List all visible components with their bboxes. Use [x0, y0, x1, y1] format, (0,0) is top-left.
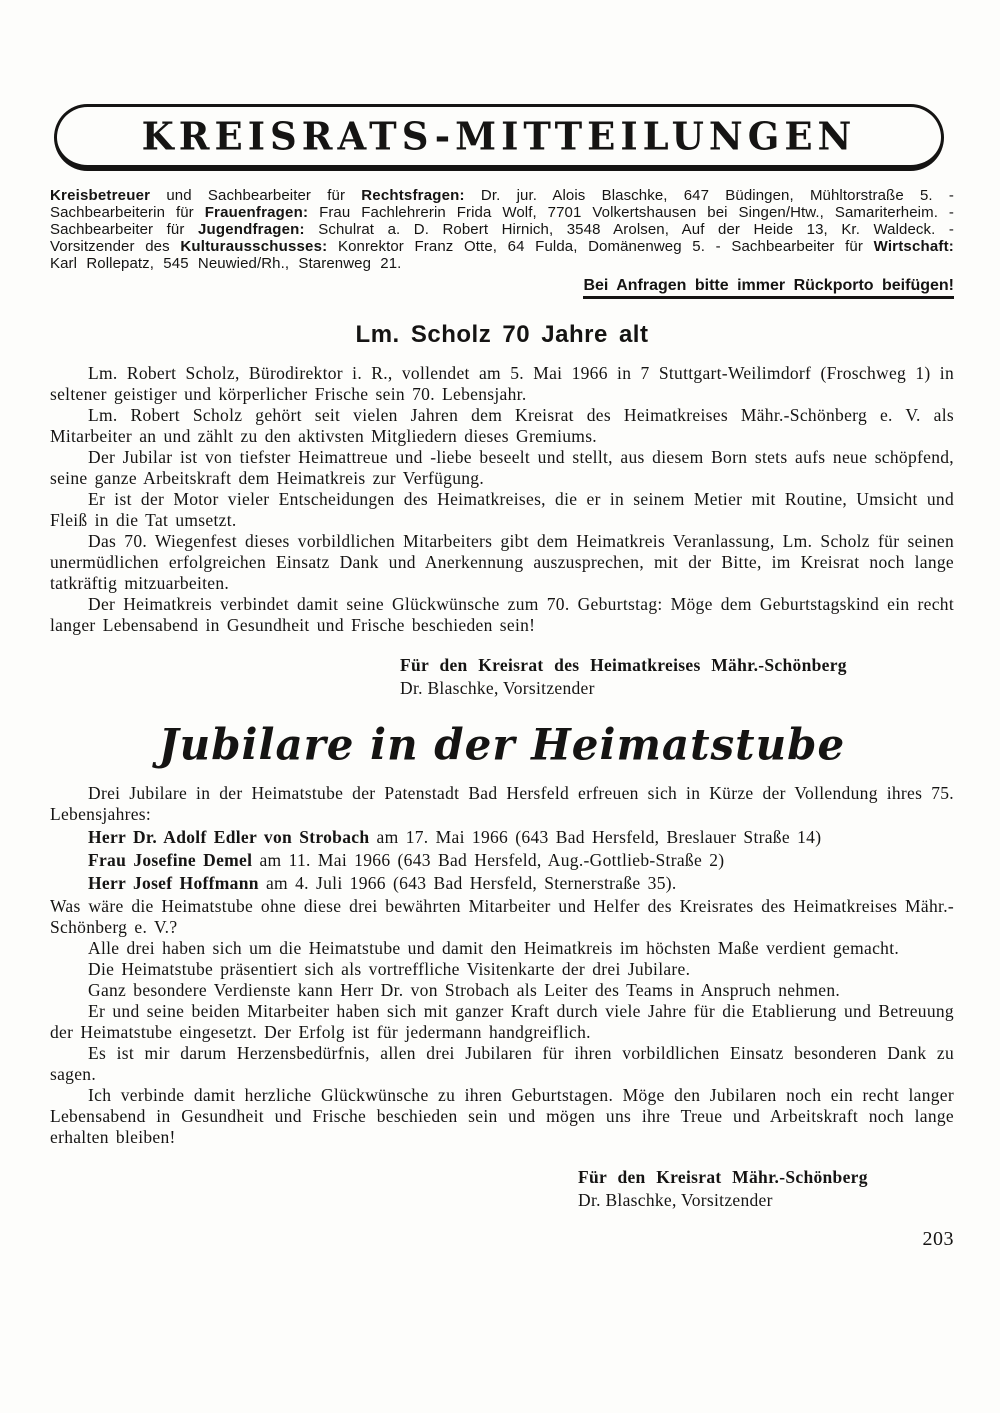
signature-name: Dr. Blaschke, Vorsitzender — [578, 1190, 773, 1210]
article1-signature — [400, 654, 954, 700]
signature-organisation: Für den Kreisrat Mähr.-Schönberg — [578, 1167, 868, 1187]
masthead-segment: Frau Fachlehrerin Frida Wolf, 7701 Volkertshausen bei Singen/Htw., Samariterheim. - Sachbearbeiter für — [50, 204, 954, 238]
signature-organisation: Für den Kreisrat des Heimatkreises Mähr.-Schönberg — [400, 655, 847, 675]
jubilee-name: Frau Josefine Demel — [88, 850, 253, 870]
jubilee-entry — [88, 850, 868, 871]
jubilee-details: am 17. Mai 1966 (643 Bad Hersfeld, Breslauer Straße 14) — [369, 827, 822, 847]
paragraph: Lm. Robert Scholz gehört seit vielen Jahren dem Kreisrat des Heimatkreises Mähr.-Schönberg e. V. als Mitarbeiter an und zählt zu den aktivsten Mitgliedern dieses Gremiums. — [50, 405, 954, 446]
jubilee-entry — [88, 827, 868, 848]
notice-row — [50, 277, 954, 299]
paragraph: Die Heimatstube präsentiert sich als vortreffliche Visitenkarte der drei Jubilare. — [88, 959, 691, 979]
masthead-segment: und Sachbearbeiter für — [150, 187, 362, 204]
contacts-paragraph — [50, 187, 954, 272]
jubilee-details: am 4. Juli 1966 (643 Bad Hersfeld, Sternerstraße 35). — [258, 873, 677, 893]
article1-heading: Lm. Scholz 70 Jahre alt — [355, 321, 649, 348]
page-title: KREISRATS-MITTEILUNGEN — [141, 113, 857, 159]
paragraph: Es ist mir darum Herzensbedürfnis, allen drei Jubilaren für ihren vorbildlichen Einsatz besonderen Dank zu sagen. — [50, 1043, 954, 1084]
paragraph: Das 70. Wiegenfest dieses vorbildlichen Mitarbeiters gibt dem Heimatkreis Veranlassung, Lm. Scholz für seinen unermüdlichen erfolgreichen Einsatz Dank und Anerkennung auszusprechen, mit der Bitte, im Kreisrat noch lange tatkräftig mitzuarbeiten. — [50, 531, 954, 593]
paragraph: Alle drei haben sich um die Heimatstube und damit den Heimatkreis im höchsten Maße verdient gemacht. — [88, 938, 900, 958]
paragraph: Er und seine beiden Mitarbeiter haben sich mit ganzer Kraft durch viele Jahre für die Etablierung und Betreuung der Heimatstube eingesetzt. Der Erfolg ist für jedermann handgreiflich. — [50, 1001, 954, 1042]
paragraph: Der Heimatkreis verbindet damit seine Glückwünsche zum 70. Geburtstag: Möge dem Geburtstagskind ein recht langer Lebensabend in Gesundheit und Frische beschieden sein! — [50, 594, 954, 635]
signature-name: Dr. Blaschke, Vorsitzender — [400, 678, 595, 698]
paragraph: Lm. Robert Scholz, Bürodirektor i. R., vollendet am 5. Mai 1966 in 7 Stuttgart-Weilimdorf (Froschweg 1) in seltener geistiger und körperlicher Frische sein 70. Lebensjahr. — [50, 363, 954, 404]
article1-body — [50, 363, 954, 700]
jubilee-details: am 11. Mai 1966 (643 Bad Hersfeld, Aug.-Gottlieb-Straße 2) — [252, 850, 725, 870]
paragraph: Ich verbinde damit herzliche Glückwünsche zu ihren Geburtstagen. Möge den Jubilaren noch ein recht langer Lebensabend in Gesundheit und Frische beschieden sein und mögen uns ihre Treue und Arbeitskraft noch lange erhalten bleiben! — [50, 1085, 954, 1147]
article2-heading: Jubilare in der Heimatstube — [158, 719, 846, 770]
paragraph: Der Jubilar ist von tiefster Heimattreue und -liebe beseelt und stellt, aus diesem Born stets aufs neue schöpfend, seine ganze Arbeitskraft dem Heimatkreis zur Verfügung. — [50, 447, 954, 488]
page-number: 203 — [922, 1228, 954, 1250]
masthead-segment: Kreisbetreuer — [50, 187, 151, 204]
article2-signature — [578, 1166, 954, 1212]
masthead-segment: Karl Rollepatz, 545 Neuwied/Rh., Starenweg 21. — [50, 255, 402, 272]
article2-body — [50, 783, 954, 1212]
paragraph: Ganz besondere Verdienste kann Herr Dr. von Strobach als Leiter des Teams in Anspruch nehmen. — [88, 980, 841, 1000]
masthead-banner-box — [54, 104, 944, 171]
postage-notice: Bei Anfragen bitte immer Rückporto beifügen! — [583, 277, 954, 299]
masthead-segment: Kulturausschusses: — [180, 238, 328, 255]
jubilee-entry — [88, 873, 868, 894]
jubilee-name: Herr Dr. Adolf Edler von Strobach — [88, 827, 370, 847]
masthead-segment: Jugendfragen: — [197, 221, 305, 238]
masthead-segment: Wirtschaft: — [873, 238, 954, 255]
jubilee-name: Herr Josef Hoffmann — [88, 873, 259, 893]
masthead-segment: Rechtsfragen: — [361, 187, 465, 204]
masthead-segment: Dr. jur. Alois Blaschke, 647 Büdingen, Mühltorstraße 5. - Sachbearbeiterin für — [50, 187, 954, 221]
masthead-segment: Schulrat a. D. Robert Hirnich, 3548 Arolsen, Auf der Heide 13, Kr. Waldeck. - Vorsitzender des — [50, 221, 954, 255]
paragraph: Was wäre die Heimatstube ohne diese drei bewährten Mitarbeiter und Helfer des Kreisrates des Heimatkreises Mähr.-Schönberg e. V.? — [50, 896, 954, 937]
paragraph: Er ist der Motor vieler Entscheidungen des Heimatkreises, die er in seinem Metier mit Routine, Umsicht und Fleiß in die Tat umsetzt. — [50, 489, 954, 530]
masthead-segment: Frauenfragen: — [204, 204, 309, 221]
masthead-segment: Konrektor Franz Otte, 64 Fulda, Domänenweg 5. - Sachbearbeiter für — [327, 238, 874, 255]
paragraph: Drei Jubilare in der Heimatstube der Patenstadt Bad Hersfeld erfreuen sich in Kürze der Vollendung ihres 75. Lebensjahres: — [50, 783, 954, 824]
